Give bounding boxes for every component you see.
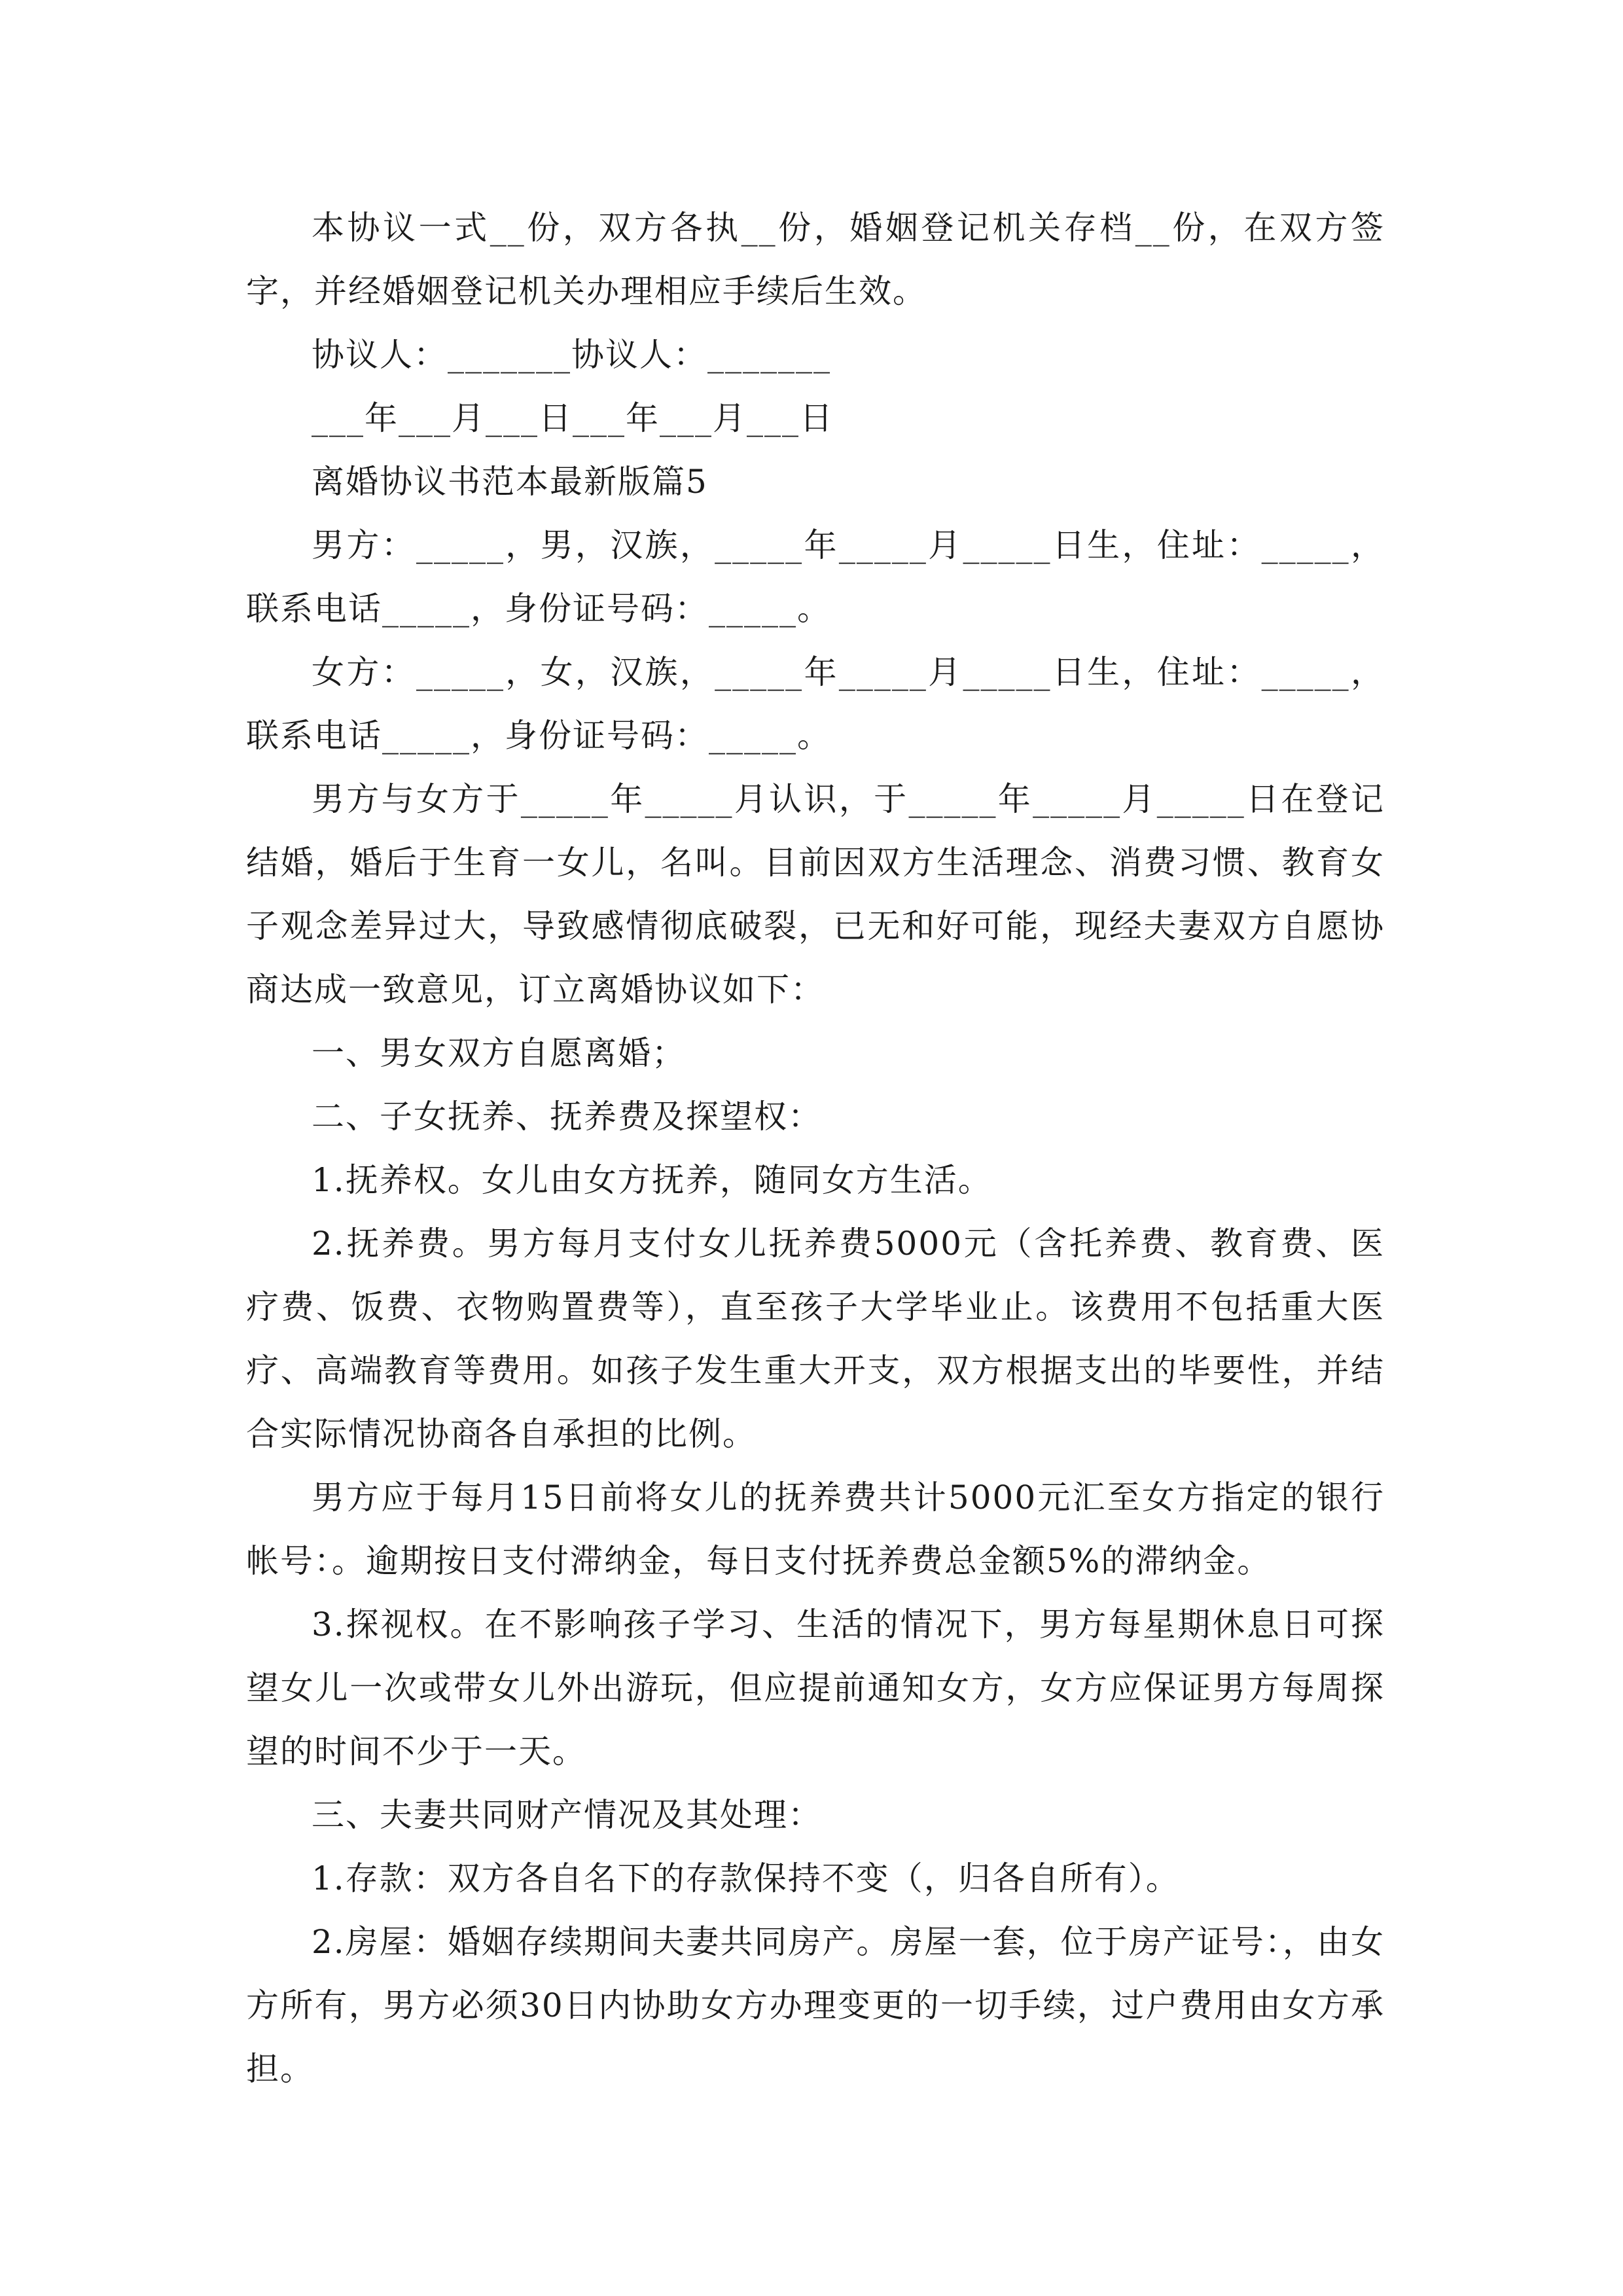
section-heading-sample-5: 离婚协议书范本最新版篇5	[312, 463, 708, 501]
clause-2-1-custody: 1.抚养权。女儿由女方抚养，随同女方生活。	[312, 1161, 992, 1199]
document-page	[246, 196, 1385, 2101]
clause-2-2-support: 2.抚养费。男方每月支付女儿抚养费5000元（含托养费、教育费、医疗费、饭费、衣物购置费等），直至孩子大学毕业止。该费用不包括重大医疗、高端教育等费用。如孩子发生重大开支，双方根据支出的毕要性，并结合实际情况协商各自承担的比例。	[246, 1225, 1385, 1453]
clause-3-1-deposits: 1.存款：双方各自名下的存款保持不变（，归各自所有）。	[312, 1859, 1180, 1897]
paragraph-signatories: 协议人：_______协议人：_______	[312, 336, 831, 374]
clause-2-3-visitation: 3.探视权。在不影响孩子学习、生活的情况下，男方每星期休息日可探望女儿一次或带女儿外出游玩，但应提前通知女方，女方应保证男方每周探望的时间不少于一天。	[246, 1605, 1385, 1770]
clause-3-heading-property: 三、夫妻共同财产情况及其处理：	[312, 1796, 822, 1834]
paragraph-husband-info: 男方：_____，男，汉族，_____年_____月_____日生，住址：_____，联系电话_____，身份证号码：_____。	[246, 526, 1385, 628]
clause-2-heading-child-custody: 二、子女抚养、抚养费及探望权：	[312, 1098, 822, 1136]
paragraph-background: 男方与女方于_____年_____月认识，于_____年_____月_____日在登记结婚，婚后于生育一女儿，名叫。目前因双方生活理念、消费习惯、教育女子观念差异过大，导致感情彻底破裂，已无和好可能，现经夫妻双方自愿协商达成一致意见，订立离婚协议如下：	[246, 780, 1385, 1009]
paragraph-copies-clause: 本协议一式__份，双方各执__份，婚姻登记机关存档__份，在双方签字，并经婚姻登记机关办理相应手续后生效。	[246, 209, 1385, 310]
paragraph-wife-info: 女方：_____，女，汉族，_____年_____月_____日生，住址：_____，联系电话_____，身份证号码：_____。	[246, 653, 1385, 755]
paragraph-signing-dates: ___年___月___日___年___月___日	[312, 399, 834, 437]
clause-2-2-payment-terms: 男方应于每月15日前将女儿的抚养费共计5000元汇至女方指定的银行帐号：。逾期按日支付滞纳金，每日支付抚养费总金额5%的滞纳金。	[246, 1479, 1385, 1580]
clause-3-2-house: 2.房屋：婚姻存续期间夫妻共同房产。房屋一套，位于房产证号：，由女方所有，男方必须30日内协助女方办理变更的一切手续，过户费用由女方承担。	[246, 1923, 1385, 2088]
clause-1-voluntary-divorce: 一、男女双方自愿离婚；	[312, 1034, 686, 1072]
